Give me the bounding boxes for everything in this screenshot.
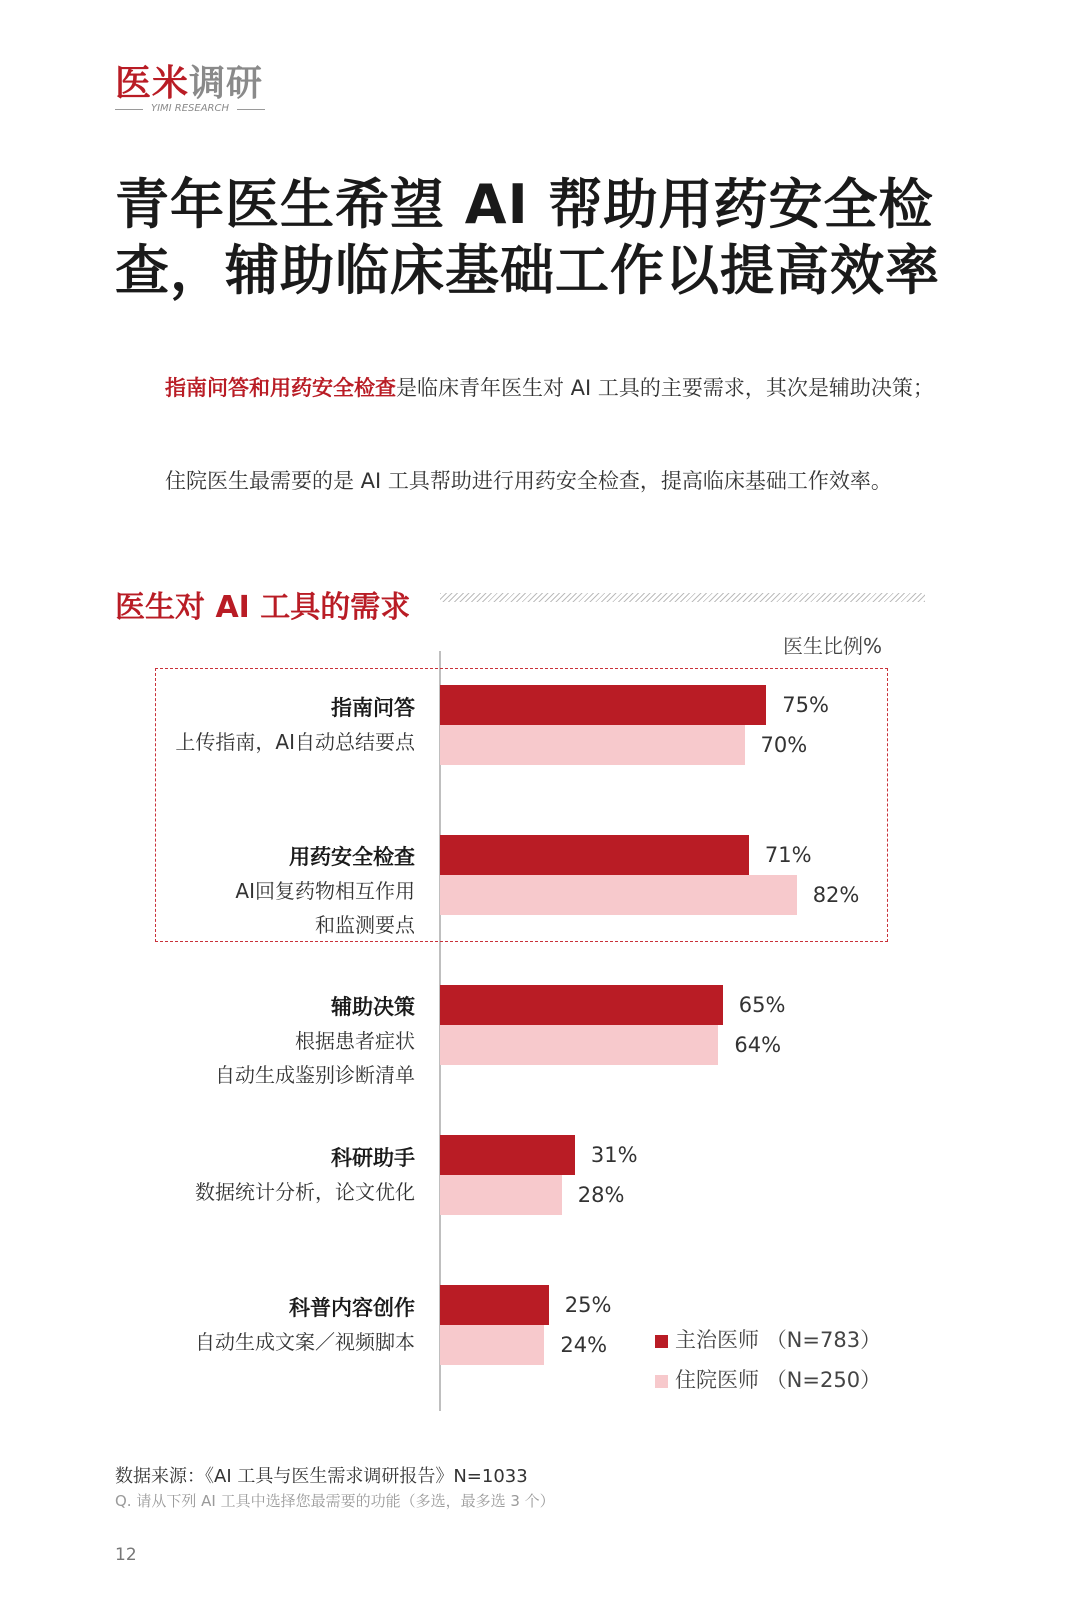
category-description: 自动生成鉴别诊断清单 xyxy=(215,1063,415,1087)
category-description: 和监测要点 xyxy=(315,913,415,937)
category-label xyxy=(95,691,415,759)
legend-swatch xyxy=(655,1335,668,1348)
data-label: 71% xyxy=(764,843,812,867)
category-label xyxy=(95,1141,415,1209)
data-label: 70% xyxy=(760,733,808,757)
data-label: 64% xyxy=(734,1033,782,1057)
section-title: 医生对 AI 工具的需求 xyxy=(115,590,411,625)
bar-attending-2 xyxy=(440,985,723,1025)
category-description: 根据患者症状 xyxy=(295,1029,415,1053)
bar-attending-4 xyxy=(440,1285,549,1325)
bar-resident-1 xyxy=(440,875,797,915)
category-description: AI回复药物相互作用 xyxy=(235,879,415,903)
category-label xyxy=(95,840,415,942)
intro-paragraph-1: 指南问答和用药安全检查是临床青年医生对 AI 工具的主要需求，其次是辅助决策； xyxy=(165,376,934,400)
bar-resident-4 xyxy=(440,1325,544,1365)
bar-attending-3 xyxy=(440,1135,575,1175)
category-label xyxy=(95,1291,415,1359)
page-number: 12 xyxy=(115,1545,137,1565)
page-title: 青年医生希望 AI 帮助用药安全检查，辅助临床基础工作以提高效率 xyxy=(115,173,940,302)
bar-attending-1 xyxy=(440,835,749,875)
data-label: 82% xyxy=(812,883,860,907)
category-description: 自动生成文案／视频脚本 xyxy=(195,1330,415,1354)
data-source: 数据来源：《AI 工具与医生需求调研报告》N=1033 xyxy=(115,1466,528,1487)
logo xyxy=(115,55,264,114)
category-name: 科普内容创作 xyxy=(289,1296,415,1320)
legend-item-attending: 主治医师 （N=783） xyxy=(655,1320,881,1360)
data-label: 31% xyxy=(590,1143,638,1167)
category-name: 辅助决策 xyxy=(331,995,415,1019)
bar-resident-2 xyxy=(440,1025,718,1065)
value-axis-label: 医生比例% xyxy=(783,634,883,658)
bar-attending-0 xyxy=(440,685,766,725)
data-label: 65% xyxy=(738,993,786,1017)
category-name: 用药安全检查 xyxy=(289,845,415,869)
data-label: 75% xyxy=(782,693,829,717)
logo-wordmark: 医米调研 xyxy=(115,62,264,104)
category-name: 指南问答 xyxy=(331,696,415,720)
intro-paragraph-2: 住院医生最需要的是 AI 工具帮助进行用药安全检查，提高临床基础工作效率。 xyxy=(165,469,892,493)
bar-resident-0 xyxy=(440,725,745,765)
category-description: 数据统计分析，论文优化 xyxy=(195,1180,415,1204)
data-label: 25% xyxy=(564,1293,612,1317)
survey-question: Q. 请从下列 AI 工具中选择您最需要的功能（多选，最多选 3 个） xyxy=(115,1492,555,1510)
highlight-text: 指南问答和用药安全检查 xyxy=(165,376,396,400)
legend-swatch xyxy=(655,1375,668,1388)
data-label: 24% xyxy=(560,1333,608,1357)
section-divider xyxy=(440,593,925,602)
bar-resident-3 xyxy=(440,1175,562,1215)
legend-item-resident: 住院医师 （N=250） xyxy=(655,1360,881,1400)
category-description: 上传指南，AI自动总结要点 xyxy=(175,730,415,754)
logo-subtitle: YIMI RESEARCH xyxy=(115,103,265,114)
data-label: 28% xyxy=(577,1183,625,1207)
chart-legend xyxy=(655,1320,881,1400)
category-label xyxy=(95,990,415,1092)
category-name: 科研助手 xyxy=(331,1146,415,1170)
